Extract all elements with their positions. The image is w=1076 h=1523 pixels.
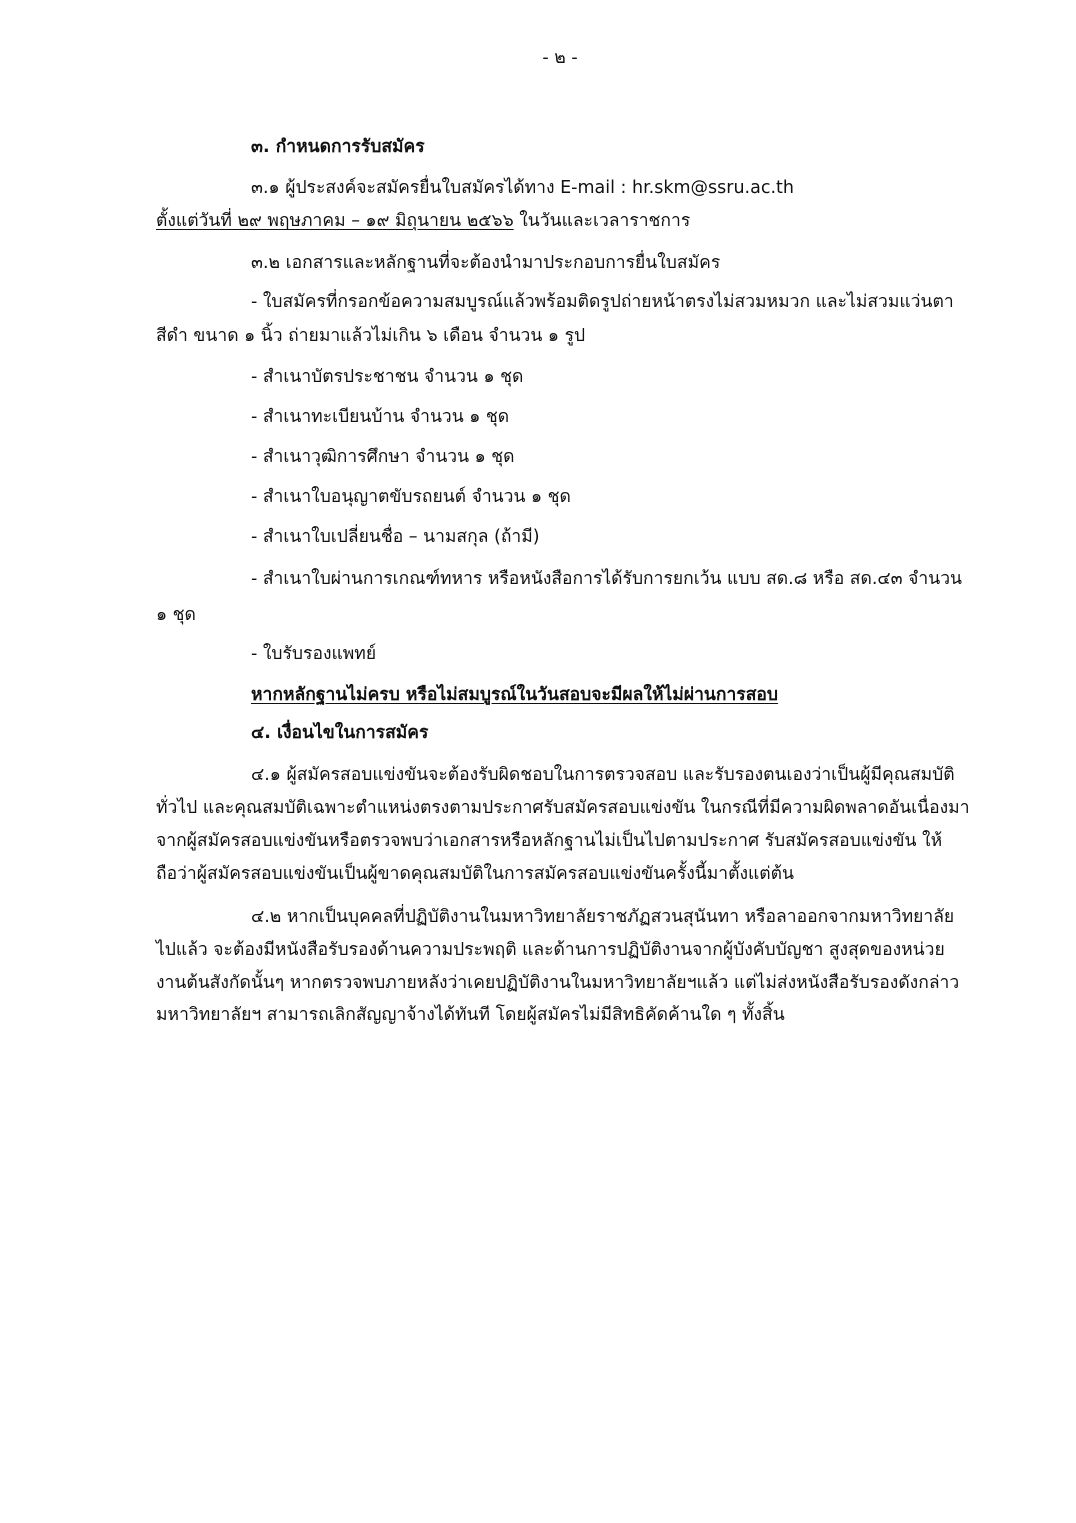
doc-photo-line2: สีดำ ขนาด ๑ นิ้ว ถ่ายมาแล้วไม่เกิน ๖ เดือน จำนวน ๑ รูป (156, 326, 586, 346)
doc-military-line1: - สำเนาใบผ่านการเกณฑ์ทหาร หรือหนังสือการได้รับการยกเว้น แบบ สด.๘ หรือ สด.๔๓ จำนวน (251, 569, 963, 589)
page-number: - ๒ - (542, 48, 578, 68)
item-4-1-line1: ๔.๑ ผู้สมัครสอบแข่งขันจะต้องรับผิดชอบในการตรวจสอบ และรับรองตนเองว่าเป็นผู้มีคุณสมบัติ (251, 765, 955, 785)
doc-photo-line1: - ใบสมัครที่กรอกข้อความสมบูรณ์แล้วพร้อมติดรูปถ่ายหน้าตรงไม่สวมหมวก และไม่สวมแว่นตา (251, 292, 954, 312)
item-4-2-line4: มหาวิทยาลัยฯ สามารถเลิกสัญญาจ้างได้ทันที โดยผู้สมัครไม่มีสิทธิคัดค้านใด ๆ ทั้งสิ้น (156, 1005, 785, 1025)
item-4-1-line2: ทั่วไป และคุณสมบัติเฉพาะตำแหน่งตรงตามประกาศรับสมัครสอบแข่งขัน ในกรณีที่มีความผิดพลาดอันเนื่องมา (156, 798, 970, 818)
document-warning: หากหลักฐานไม่ครบ หรือไม่สมบูรณ์ในวันสอบจะมีผลให้ไม่ผ่านการสอบ (251, 685, 778, 705)
item-3-2-title: ๓.๒ เอกสารและหลักฐานที่จะต้องนำมาประกอบการยื่นใบสมัคร (251, 253, 721, 273)
doc-house-registration: - สำเนาทะเบียนบ้าน จำนวน ๑ ชุด (251, 407, 510, 427)
application-dates: ตั้งแต่วันที่ ๒๙ พฤษภาคม – ๑๙ มิถุนายน ๒๕๖๖ (156, 211, 514, 231)
section-4-heading: ๔. เงื่อนไขในการสมัคร (251, 723, 429, 743)
item-3-1-line: ๓.๑ ผู้ประสงค์จะสมัครยื่นใบสมัครได้ทาง E-mail : hr.skm@ssru.ac.th (251, 178, 794, 198)
application-dates-note: ในวันและเวลาราชการ (513, 211, 691, 231)
application-period (156, 209, 690, 233)
item-4-1-line4: ถือว่าผู้สมัครสอบแข่งขันเป็นผู้ขาดคุณสมบัติในการสมัครสอบแข่งขันครั้งนี้มาตั้งแต่ต้น (156, 864, 794, 884)
doc-id-card: - สำเนาบัตรประชาชน จำนวน ๑ ชุด (251, 367, 524, 387)
item-4-2-line2: ไปแล้ว จะต้องมีหนังสือรับรองด้านความประพฤติ และด้านการปฏิบัติงานจากผู้บังคับบัญชา สูงสุดของหน่วย (156, 940, 945, 960)
item-4-2-line3: งานต้นสังกัดนั้นๆ หากตรวจพบภายหลังว่าเคยปฏิบัติงานในมหาวิทยาลัยฯแล้ว แต่ไม่ส่งหนังสือรับรองดังกล่าว (156, 973, 960, 993)
doc-military-line2: ๑ ชุด (156, 605, 196, 625)
doc-education: - สำเนาวุฒิการศึกษา จำนวน ๑ ชุด (251, 447, 515, 467)
doc-medical-certificate: - ใบรับรองแพทย์ (251, 644, 377, 664)
item-4-1-line3: จากผู้สมัครสอบแข่งขันหรือตรวจพบว่าเอกสารหรือหลักฐานไม่เป็นไปตามประกาศ รับสมัครสอบแข่งขัน ให้ (156, 831, 943, 851)
doc-driving-license: - สำเนาใบอนุญาตขับรถยนต์ จำนวน ๑ ชุด (251, 487, 571, 507)
doc-name-change: - สำเนาใบเปลี่ยนชื่อ – นามสกุล (ถ้ามี) (251, 527, 540, 547)
item-4-2-line1: ๔.๒ หากเป็นบุคคลที่ปฏิบัติงานในมหาวิทยาลัยราชภัฏสวนสุนันทา หรือลาออกจากมหาวิทยาลัย (251, 907, 955, 927)
section-3-heading: ๓. กำหนดการรับสมัคร (251, 137, 425, 157)
